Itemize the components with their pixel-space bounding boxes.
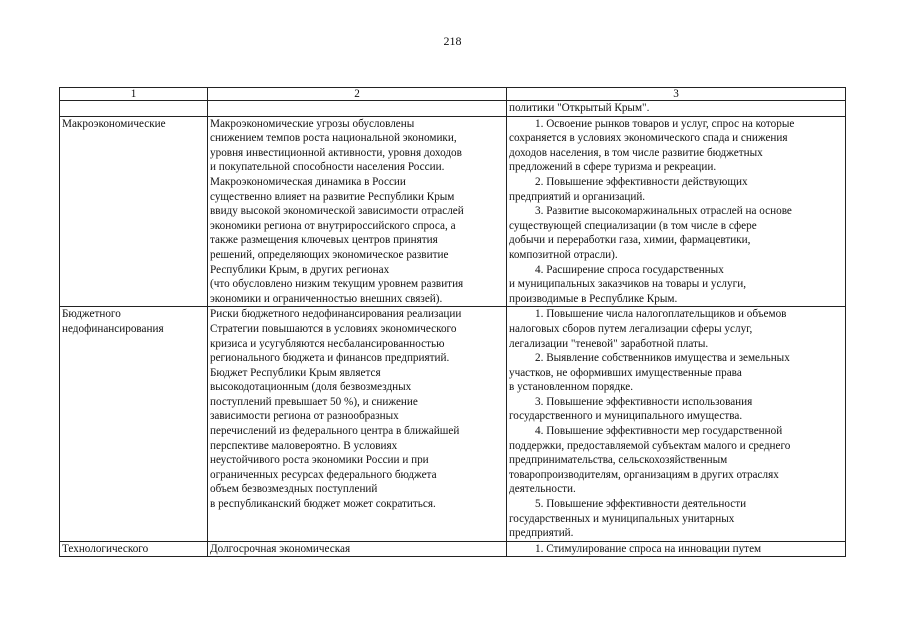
measure-line: государственных и муниципальных унитарных	[509, 512, 735, 525]
measures-cell	[507, 307, 846, 542]
measure-line: 1. Стимулирование спроса на инновации путем	[535, 542, 762, 555]
description-line: ввиду высокой экономической зависимости отраслей	[210, 205, 464, 218]
measure-line: композитной отрасли).	[509, 248, 618, 261]
description-line: экономики региона от внутрироссийского спроса, а	[210, 219, 456, 232]
measure-line: товаропроизводителям, организациям в других отраслях	[509, 468, 779, 481]
description-line: зависимости региона от разнообразных	[210, 410, 399, 423]
risk-type-line: Макроэкономические	[62, 117, 166, 130]
table-row	[60, 307, 846, 542]
measure-line: 1. Освоение рынков товаров и услуг, спрос на которые	[535, 117, 795, 130]
measure-line: и муниципальных заказчиков на товары и услуги,	[509, 278, 746, 291]
measure-line: 2. Повышение эффективности действующих	[535, 175, 748, 188]
measure-line: 3. Повышение эффективности использования	[535, 395, 753, 408]
measure-line: 5. Повышение эффективности деятельности	[535, 498, 747, 511]
description-line: перечислений из федерального центра в ближайшей	[210, 425, 460, 438]
measure-line: предприятий.	[509, 527, 574, 540]
risk-type-line: Бюджетного	[62, 308, 121, 321]
description-line: также размещения ключевых центров принятия	[210, 234, 438, 247]
description-line: Риски бюджетного недофинансирования реализации	[210, 308, 462, 321]
description-line: Республики Крым, в других регионах	[210, 263, 390, 276]
description-line: высокодотационным (доля безвозмездных	[210, 381, 412, 394]
risk-table	[59, 87, 846, 557]
description-line: поступлений превышает 50 %), и снижение	[210, 395, 418, 408]
measure-line: добычи и переработки газа, химии, фармацевтики,	[509, 234, 751, 247]
continuation-cell-3	[507, 101, 846, 117]
measure-line: предложений в сфере туризма и рекреации.	[509, 161, 717, 174]
measure-line: деятельности.	[509, 483, 576, 496]
description-line: ограниченных ресурсах федерального бюджета	[210, 468, 437, 481]
measure-line: 1. Повышение числа налогоплательщиков и объемов	[535, 308, 787, 321]
measure-line: 4. Повышение эффективности мер государственной	[535, 425, 783, 438]
description-line: Стратегии повышаются в условиях экономического	[210, 322, 457, 335]
continuation-text: политики "Открытый Крым".	[509, 102, 650, 114]
risk-type-line: недофинансирования	[62, 322, 164, 335]
measure-line: участков, не оформивших имущественные права	[509, 366, 742, 379]
risk-description-cell	[208, 307, 507, 542]
risk-description-cell	[208, 541, 507, 557]
continuation-cell-2	[208, 101, 507, 117]
risk-type-cell	[60, 116, 208, 307]
description-line: в республиканский бюджет может сократиться.	[210, 498, 436, 511]
measure-line: сохраняется в условиях экономического спада и снижения	[509, 132, 788, 145]
description-line: Макроэкономические угрозы обусловлены	[210, 117, 415, 130]
measure-line: доходов населения, в том числе развитие бюджетных	[509, 146, 763, 159]
measure-line: налоговых сборов путем легализации сферы услуг,	[509, 322, 753, 335]
continuation-cell-1	[60, 101, 208, 117]
risk-type-cell	[60, 541, 208, 557]
description-line: уровня инвестиционной активности, уровня доходов	[210, 146, 462, 159]
description-line: и покупательной способности населения России.	[210, 161, 445, 174]
table-row	[60, 541, 846, 557]
column-header-3: 3	[507, 88, 846, 101]
continuation-row	[60, 101, 846, 117]
measure-line: предпринимательства, сельскохозяйственным	[509, 454, 728, 467]
description-line: кризиса и усугубляются несбалансированностью	[210, 337, 445, 350]
description-line: экономики и ограниченностью внешних связей).	[210, 292, 443, 305]
measure-line: государственного и муниципального имущества.	[509, 410, 743, 423]
description-line: решений, определяющих экономическое развитие	[210, 248, 449, 261]
measure-line: поддержки, предоставляемой субъектам малого и среднего	[509, 439, 791, 452]
table-row	[60, 116, 846, 307]
description-line: объем безвозмездных поступлений	[210, 483, 378, 496]
description-line: существенно влияет на развитие Республики Крым	[210, 190, 455, 203]
description-line: Долгосрочная экономическая	[210, 542, 351, 555]
measures-cell	[507, 116, 846, 307]
measure-line: легализации "теневой" заработной платы.	[509, 337, 709, 350]
description-line: регионального бюджета и финансов предприятий.	[210, 352, 450, 365]
risk-description-cell	[208, 116, 507, 307]
measure-line: существующей специализации (в том числе в сфере	[509, 219, 757, 232]
table-header-row	[60, 88, 846, 101]
column-header-2: 2	[208, 88, 507, 101]
measure-line: в установленном порядке.	[509, 381, 634, 394]
description-line: перспективе маловероятно. В условиях	[210, 439, 398, 452]
description-line: (что обусловлено низким текущим уровнем развития	[210, 278, 464, 291]
measure-line: производимые в Республике Крым.	[509, 292, 678, 305]
description-line: снижением темпов роста национальной экономики,	[210, 132, 457, 145]
measure-line: предприятий и организаций.	[509, 190, 646, 203]
measure-line: 2. Выявление собственников имущества и земельных	[535, 352, 790, 365]
description-line: Макроэкономическая динамика в России	[210, 175, 406, 188]
measures-cell	[507, 541, 846, 557]
page-number: 218	[443, 34, 462, 48]
measure-line: 3. Развитие высокомаржинальных отраслей на основе	[535, 205, 792, 218]
risk-type-line: Технологического	[62, 542, 149, 555]
description-line: Бюджет Республики Крым является	[210, 366, 381, 379]
description-line: неустойчивого роста экономики России и при	[210, 454, 429, 467]
column-header-1: 1	[60, 88, 208, 101]
measure-line: 4. Расширение спроса государственных	[535, 263, 724, 276]
risk-type-cell	[60, 307, 208, 542]
